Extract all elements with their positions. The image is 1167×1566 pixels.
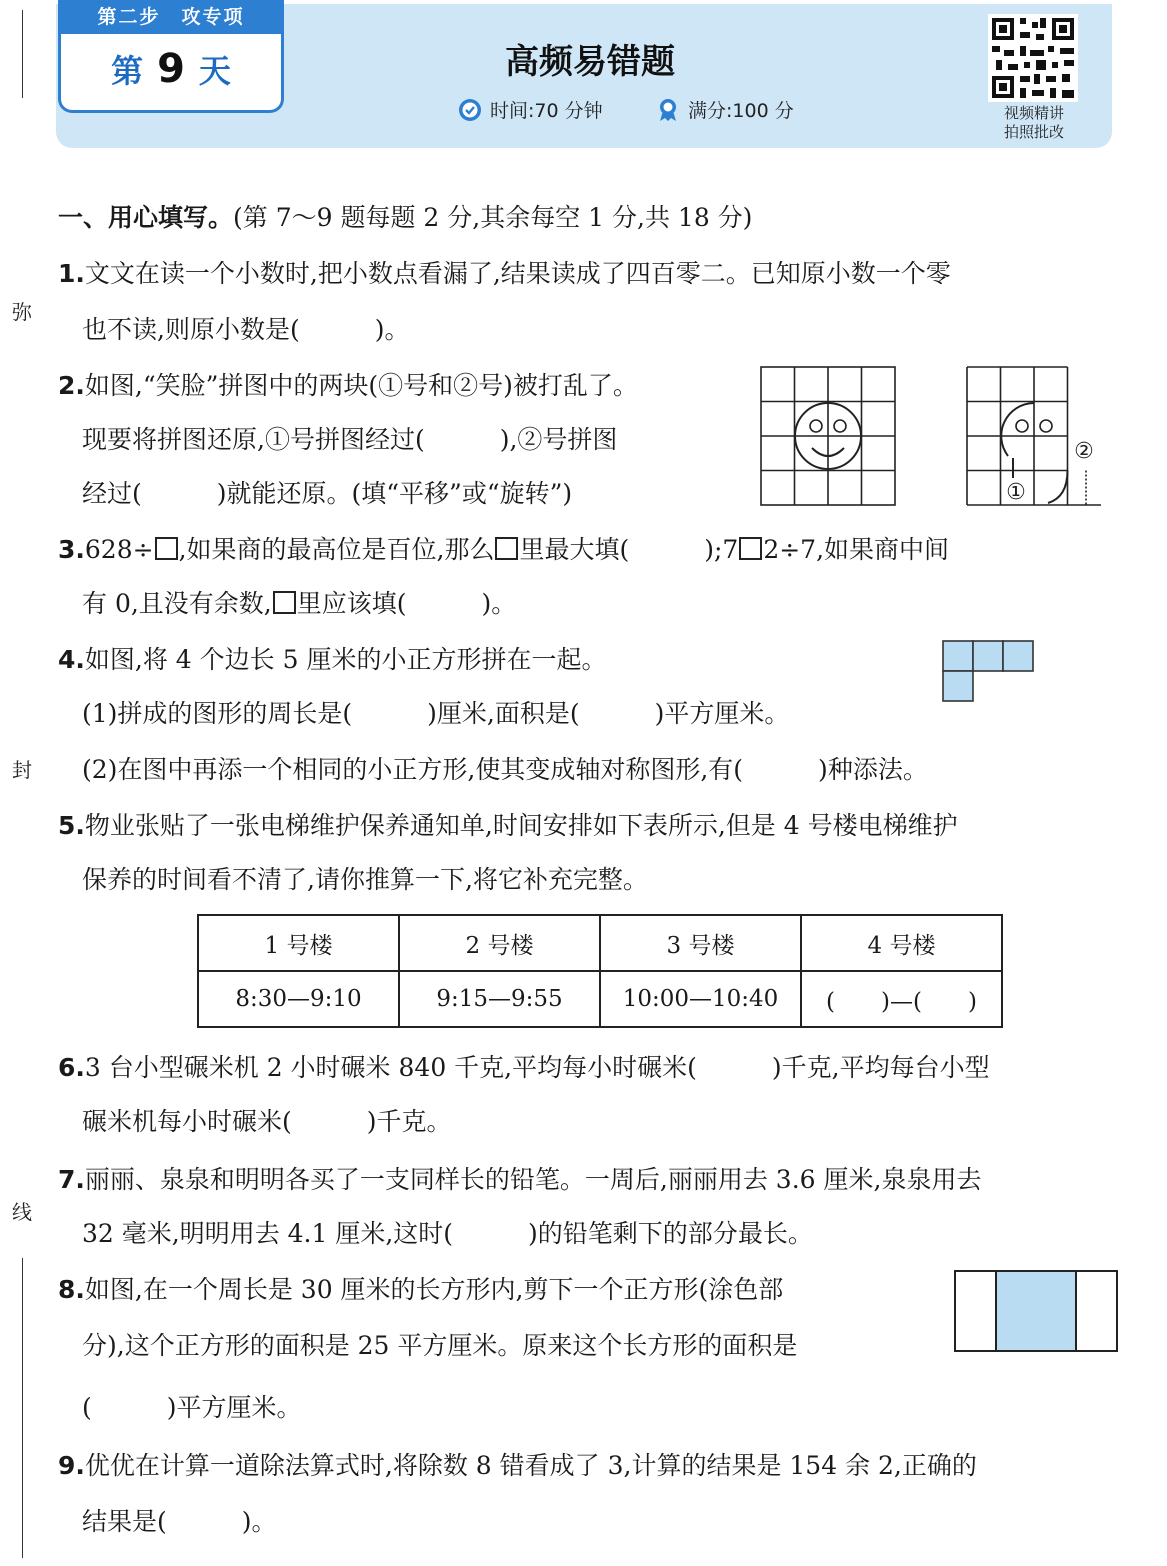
clock-icon [458, 98, 482, 122]
section-heading [58, 198, 752, 234]
margin-char-3: 线 [12, 1200, 32, 1224]
q3-text-2b: 里应该填( )。 [296, 589, 517, 618]
squares-figure [942, 640, 1034, 702]
scrambled-puzzle-figure [966, 366, 1102, 506]
time-label: 时间:70 分钟 [490, 100, 603, 122]
q5-text-1: 物业张贴了一张电梯维护保养通知单,时间安排如下表所示,但是 4 号楼电梯维护 [84, 811, 958, 840]
qr-caption [984, 104, 1084, 142]
table-cell-answer[interactable]: ( )—( ) [801, 971, 1002, 1027]
q8-line-2: 分),这个正方形的面积是 25 平方厘米。原来这个长方形的面积是 [82, 1331, 798, 1360]
q1-line-1 [58, 254, 951, 290]
puzzle-piece-label-2: ② [1074, 439, 1094, 464]
q2-number: 2. [58, 371, 85, 400]
margin-char-1: 弥 [12, 300, 32, 324]
qr-code-icon[interactable] [988, 14, 1078, 102]
q9-line-2: 结果是( )。 [82, 1507, 277, 1536]
q3-line-1 [58, 530, 949, 566]
q9-number: 9. [58, 1451, 85, 1480]
q6-text-1: 3 台小型碾米机 2 小时碾米 840 千克,平均每小时碾米( )千克,平均每台小型 [84, 1053, 990, 1082]
q2-text-1: 如图,“笑脸”拼图中的两块(①号和②号)被打乱了。 [84, 371, 638, 400]
q2-line-1 [58, 366, 638, 402]
smiley-puzzle-figure [760, 366, 896, 506]
table-header-cell: 2 号楼 [399, 915, 600, 971]
q3-line-2 [82, 584, 516, 620]
day-suffix: 天 [198, 52, 231, 90]
score-info [656, 96, 794, 123]
score-label: 满分:100 分 [688, 100, 794, 122]
table-row [198, 971, 1002, 1027]
table-cell: 10:00—10:40 [600, 971, 801, 1027]
q8-text-1: 如图,在一个周长是 30 厘米的长方形内,剪下一个正方形(涂色部 [84, 1275, 784, 1304]
q3-text-1a: 628÷ [84, 535, 154, 564]
q4-line-3: (2)在图中再添一个相同的小正方形,使其变成轴对称图形,有( )种添法。 [82, 755, 928, 784]
q6-line-1 [58, 1048, 990, 1084]
table-header-row [198, 915, 1002, 971]
q5-line-2: 保养的时间看不清了,请你推算一下,将它补充完整。 [82, 865, 648, 894]
seal-line-top [22, 10, 23, 98]
q1-line-2: 也不读,则原小数是( )。 [82, 315, 410, 344]
blank-box-icon [495, 537, 518, 560]
q9-line-1 [58, 1446, 977, 1482]
table-header-cell: 4 号楼 [801, 915, 1002, 971]
q7-text-1: 丽丽、泉泉和明明各买了一支同样长的铅笔。一周后,丽丽用去 3.6 厘米,泉泉用去 [84, 1165, 982, 1194]
blank-box-icon [155, 537, 178, 560]
q6-line-2: 碾米机每小时碾米( )千克。 [82, 1107, 452, 1136]
rectangle-square-figure [954, 1270, 1118, 1352]
table-cell: 8:30—9:10 [198, 971, 399, 1027]
q4-number: 4. [58, 645, 85, 674]
page-title: 高频易错题 [505, 42, 675, 82]
q8-line-1 [58, 1270, 783, 1306]
q5-number: 5. [58, 811, 85, 840]
time-info [458, 96, 603, 123]
q4-text-1: 如图,将 4 个边长 5 厘米的小正方形拼在一起。 [84, 645, 607, 674]
q3-number: 3. [58, 535, 85, 564]
q8-number: 8. [58, 1275, 85, 1304]
qr-caption-video: 视频精讲 [1003, 104, 1064, 122]
q3-text-1b: ,如果商的最高位是百位,那么 [178, 535, 495, 564]
day-number: 9 [157, 46, 185, 92]
q4-line-2: (1)拼成的图形的周长是( )厘米,面积是( )平方厘米。 [82, 699, 790, 728]
q9-text-1: 优优在计算一道除法算式时,将除数 8 错看成了 3,计算的结果是 154 余 2,正确的 [84, 1451, 977, 1480]
q2-line-3: 经过( )就能还原。(填“平移”或“旋转”) [82, 479, 573, 508]
table-cell: 9:15—9:55 [399, 971, 600, 1027]
q2-line-2: 现要将拼图还原,①号拼图经过( ),②号拼图 [82, 425, 618, 454]
q7-number: 7. [58, 1165, 85, 1194]
blank-box-icon [273, 591, 296, 614]
section-note: (第 7～9 题每题 2 分,其余每空 1 分,共 18 分) [233, 203, 753, 232]
day-badge [58, 0, 284, 113]
seal-line-bottom [22, 1258, 23, 1558]
q1-number: 1. [58, 259, 85, 288]
table-header-cell: 3 号楼 [600, 915, 801, 971]
puzzle-piece-label-1: ① [1006, 480, 1026, 505]
q7-line-2: 32 毫米,明明用去 4.1 厘米,这时( )的铅笔剩下的部分最长。 [82, 1219, 813, 1248]
qr-caption-photo: 拍照批改 [1003, 123, 1064, 141]
q3-text-2a: 有 0,且没有余数, [82, 589, 272, 618]
section-title: 一、用心填写。 [58, 203, 234, 232]
day-label [61, 46, 281, 92]
q8-line-3: ( )平方厘米。 [82, 1393, 302, 1422]
maintenance-schedule-table [197, 914, 1003, 1028]
q7-line-1 [58, 1160, 981, 1196]
margin-char-2: 封 [12, 758, 32, 782]
q3-text-1d: 2÷7,如果商中间 [763, 535, 950, 564]
blank-box-icon [739, 537, 762, 560]
medal-icon [656, 98, 680, 122]
step-label: 第二步 攻专项 [58, 0, 284, 34]
q1-text-1: 文文在读一个小数时,把小数点看漏了,结果读成了四百零二。已知原小数一个零 [84, 259, 951, 288]
q6-number: 6. [58, 1053, 85, 1082]
q3-text-1c: 里最大填( );7 [519, 535, 739, 564]
q5-line-1 [58, 806, 958, 842]
table-header-cell: 1 号楼 [198, 915, 399, 971]
day-prefix: 第 [111, 52, 144, 90]
q4-line-1 [58, 640, 606, 676]
